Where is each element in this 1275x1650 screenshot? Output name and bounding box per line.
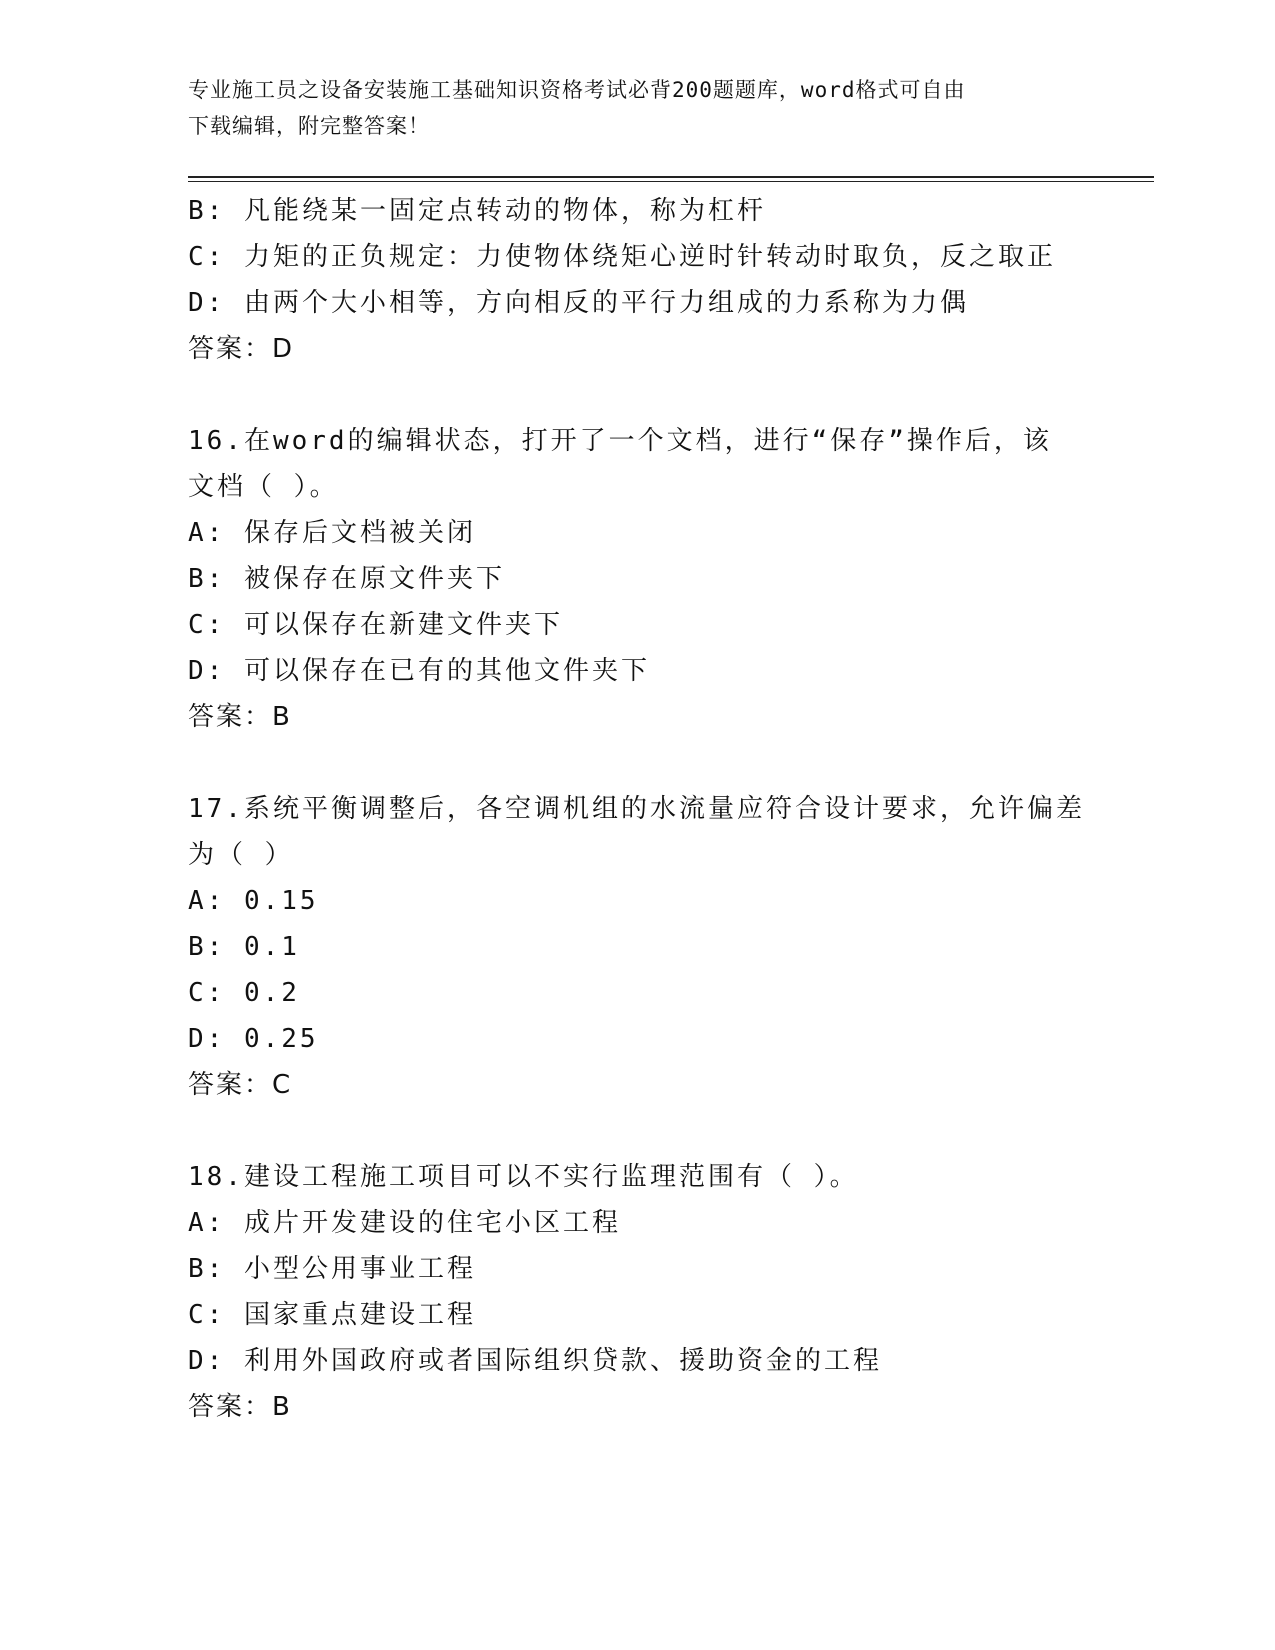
question-stem: 17.系统平衡调整后，各空调机组的水流量应符合设计要求，允许偏差 <box>188 794 1085 824</box>
question-list <box>188 188 1088 1430</box>
answer-label: 答案：D <box>188 334 295 364</box>
option-c: C: 可以保存在新建文件夹下 <box>188 610 563 640</box>
question-stem: 16.在word的编辑状态，打开了一个文档，进行“保存”操作后，该 <box>188 426 1052 456</box>
question-stem: 18.建设工程施工项目可以不实行监理范围有（ ）。 <box>188 1162 859 1192</box>
option-b: B: 0.1 <box>188 932 300 962</box>
header-line-1: 专业施工员之设备安装施工基础知识资格考试必背200题题库，word格式可自由 <box>188 78 966 102</box>
option-a: A: 保存后文档被关闭 <box>188 518 476 548</box>
option-a: A: 0.15 <box>188 886 319 916</box>
option-b: B: 被保存在原文件夹下 <box>188 564 505 594</box>
option-c: C: 力矩的正负规定：力使物体绕矩心逆时针转动时取负，反之取正 <box>188 242 1056 272</box>
option-c: C: 国家重点建设工程 <box>188 1300 476 1330</box>
answer-label: 答案：B <box>188 1392 292 1422</box>
question-stem: 文档（ ）。 <box>188 472 339 502</box>
document-header <box>188 72 1068 144</box>
question-17-block <box>188 786 1088 1108</box>
header-line-2: 下载编辑，附完整答案！ <box>188 114 430 138</box>
answer-label: 答案：C <box>188 1070 293 1100</box>
question-16-block <box>188 418 1088 740</box>
option-b: B: 小型公用事业工程 <box>188 1254 476 1284</box>
question-18-block <box>188 1154 1088 1430</box>
option-d: D: 可以保存在已有的其他文件夹下 <box>188 656 650 686</box>
option-c: C: 0.2 <box>188 978 300 1008</box>
header-rule-thick <box>188 176 1154 178</box>
question-stem: 为（ ） <box>188 840 294 870</box>
header-rule-thin <box>188 181 1154 182</box>
answer-label: 答案：B <box>188 702 292 732</box>
option-d: D: 0.25 <box>188 1024 319 1054</box>
option-d: D: 由两个大小相等，方向相反的平行力组成的力系称为力偶 <box>188 288 969 318</box>
option-d: D: 利用外国政府或者国际组织贷款、援助资金的工程 <box>188 1346 882 1376</box>
question-15-block <box>188 188 1088 372</box>
option-b: B: 凡能绕某一固定点转动的物体，称为杠杆 <box>188 196 766 226</box>
option-a: A: 成片开发建设的住宅小区工程 <box>188 1208 621 1238</box>
